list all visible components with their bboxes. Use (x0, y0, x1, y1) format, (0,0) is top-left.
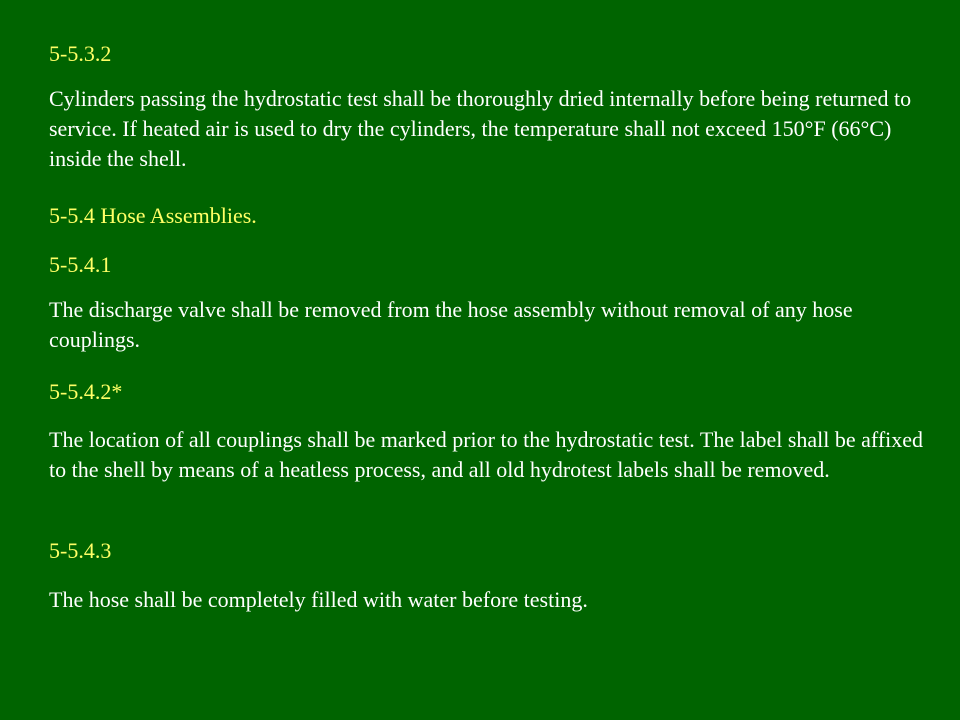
section-heading-5-5-3-2: 5-5.3.2 (49, 41, 112, 66)
section-heading-5-5-4-2: 5-5.4.2* (49, 379, 123, 404)
section-heading-5-5-4-1: 5-5.4.1 (49, 252, 112, 277)
section-heading-5-5-4-3: 5-5.4.3 (49, 538, 112, 563)
section-heading-hose-assemblies: 5-5.4 Hose Assemblies. (49, 203, 257, 228)
section-body-5-5-4-2: The location of all couplings shall be marked prior to the hydrostatic test. The label shall be affixed to the shell by means of a heatless process, and all old hydrotest labels shall be removed. (49, 427, 924, 482)
section-body-5-5-3-2: Cylinders passing the hydrostatic test shall be thoroughly dried internally before being returned to service. If heated air is used to dry the cylinders, the temperature shall not exceed 150°F (66°C) inside the shell. (49, 86, 912, 171)
section-body-5-5-4-1: The discharge valve shall be removed from the hose assembly without removal of any hose couplings. (49, 297, 853, 352)
section-body-5-5-4-3: The hose shall be completely filled with water before testing. (49, 587, 588, 612)
